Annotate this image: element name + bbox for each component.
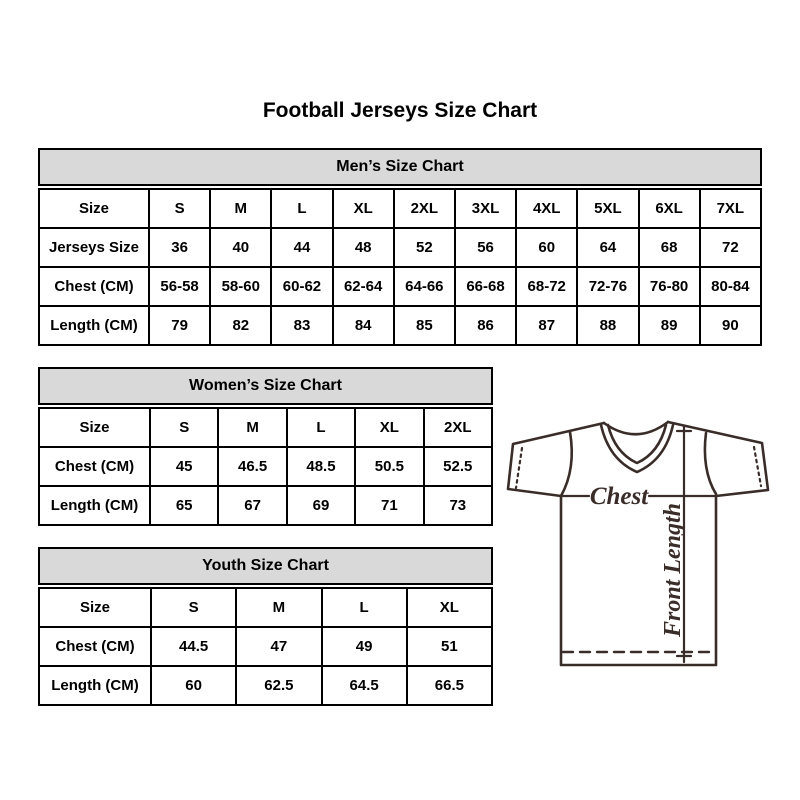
table-cell: 67 xyxy=(218,486,286,525)
table-cell: 80-84 xyxy=(700,267,761,306)
table-cell: 64 xyxy=(577,228,638,267)
table-cell: L xyxy=(322,588,407,627)
right-sleeve-stitch-line xyxy=(754,447,761,486)
table-cell: 64.5 xyxy=(322,666,407,705)
table-cell: 56 xyxy=(455,228,516,267)
table-cell: 79 xyxy=(149,306,210,345)
table-cell: 62.5 xyxy=(236,666,321,705)
jersey-collar-v-outer-icon xyxy=(601,425,673,472)
table-cell: 52.5 xyxy=(424,447,492,486)
row-header: Chest (CM) xyxy=(39,447,150,486)
table-cell: 69 xyxy=(287,486,355,525)
table-row xyxy=(39,627,492,666)
table-row xyxy=(39,588,492,627)
table-cell: 84 xyxy=(333,306,394,345)
table-cell: 62-64 xyxy=(333,267,394,306)
mens-chart-header: Men’s Size Chart xyxy=(38,148,762,186)
table-cell: 89 xyxy=(639,306,700,345)
youth-table xyxy=(38,587,493,706)
jersey-left-armhole-seam xyxy=(561,432,572,496)
table-cell: S xyxy=(150,408,218,447)
mens-size-chart xyxy=(38,148,762,346)
table-cell: 68-72 xyxy=(516,267,577,306)
table-cell: M xyxy=(210,189,271,228)
table-cell: 72 xyxy=(700,228,761,267)
table-cell: 5XL xyxy=(577,189,638,228)
row-header: Chest (CM) xyxy=(39,627,151,666)
table-cell: XL xyxy=(407,588,492,627)
table-cell: 51 xyxy=(407,627,492,666)
table-row xyxy=(39,447,492,486)
table-cell: 60 xyxy=(516,228,577,267)
table-cell: 87 xyxy=(516,306,577,345)
table-cell: 6XL xyxy=(639,189,700,228)
table-cell: 49 xyxy=(322,627,407,666)
table-cell: 56-58 xyxy=(149,267,210,306)
left-sleeve-stitch-line xyxy=(516,448,522,488)
table-cell: XL xyxy=(355,408,423,447)
table-row xyxy=(39,306,761,345)
row-header: Length (CM) xyxy=(39,306,149,345)
table-cell: 46.5 xyxy=(218,447,286,486)
table-cell: 64-66 xyxy=(394,267,455,306)
table-cell: 40 xyxy=(210,228,271,267)
table-cell: 90 xyxy=(700,306,761,345)
table-row xyxy=(39,666,492,705)
table-cell: 65 xyxy=(150,486,218,525)
table-row xyxy=(39,189,761,228)
table-cell: L xyxy=(287,408,355,447)
row-header: Size xyxy=(39,408,150,447)
table-cell: 2XL xyxy=(424,408,492,447)
jersey-collar-back-icon xyxy=(604,422,668,434)
table-cell: 7XL xyxy=(700,189,761,228)
table-cell: 48 xyxy=(333,228,394,267)
table-cell: 72-76 xyxy=(577,267,638,306)
mens-table xyxy=(38,188,762,346)
table-row xyxy=(39,228,761,267)
table-cell: 86 xyxy=(455,306,516,345)
womens-table xyxy=(38,407,493,526)
row-header: Jerseys Size xyxy=(39,228,149,267)
table-cell: 3XL xyxy=(455,189,516,228)
table-row xyxy=(39,267,761,306)
table-cell: 58-60 xyxy=(210,267,271,306)
youth-chart-header: Youth Size Chart xyxy=(38,547,493,585)
table-cell: 66-68 xyxy=(455,267,516,306)
table-cell: 45 xyxy=(150,447,218,486)
table-cell: 2XL xyxy=(394,189,455,228)
table-cell: L xyxy=(271,189,332,228)
row-header: Length (CM) xyxy=(39,666,151,705)
table-cell: 68 xyxy=(639,228,700,267)
table-cell: 88 xyxy=(577,306,638,345)
table-cell: 66.5 xyxy=(407,666,492,705)
table-cell: S xyxy=(151,588,236,627)
row-header: Chest (CM) xyxy=(39,267,149,306)
womens-size-chart xyxy=(38,367,493,526)
table-cell: M xyxy=(236,588,321,627)
table-cell: 52 xyxy=(394,228,455,267)
front-length-label: Front Length xyxy=(660,502,686,638)
table-cell: XL xyxy=(333,189,394,228)
table-cell: 4XL xyxy=(516,189,577,228)
table-cell: 36 xyxy=(149,228,210,267)
table-cell: M xyxy=(218,408,286,447)
table-cell: 60 xyxy=(151,666,236,705)
table-cell: 85 xyxy=(394,306,455,345)
jersey-measurement-diagram xyxy=(500,398,785,688)
table-cell: 44.5 xyxy=(151,627,236,666)
chest-label: Chest xyxy=(589,483,649,510)
table-row xyxy=(39,486,492,525)
table-cell: 60-62 xyxy=(271,267,332,306)
table-cell: 82 xyxy=(210,306,271,345)
row-header: Size xyxy=(39,189,149,228)
jersey-right-armhole-seam xyxy=(705,433,716,494)
table-cell: 44 xyxy=(271,228,332,267)
table-cell: 73 xyxy=(424,486,492,525)
womens-chart-header: Women’s Size Chart xyxy=(38,367,493,405)
table-cell: 76-80 xyxy=(639,267,700,306)
row-header: Length (CM) xyxy=(39,486,150,525)
table-cell: 50.5 xyxy=(355,447,423,486)
jersey-outline xyxy=(508,422,768,665)
row-header: Size xyxy=(39,588,151,627)
table-cell: 71 xyxy=(355,486,423,525)
youth-size-chart xyxy=(38,547,493,706)
table-cell: 48.5 xyxy=(287,447,355,486)
table-row xyxy=(39,408,492,447)
page-title: Football Jerseys Size Chart xyxy=(262,99,538,122)
table-cell: S xyxy=(149,189,210,228)
table-cell: 83 xyxy=(271,306,332,345)
table-cell: 47 xyxy=(236,627,321,666)
